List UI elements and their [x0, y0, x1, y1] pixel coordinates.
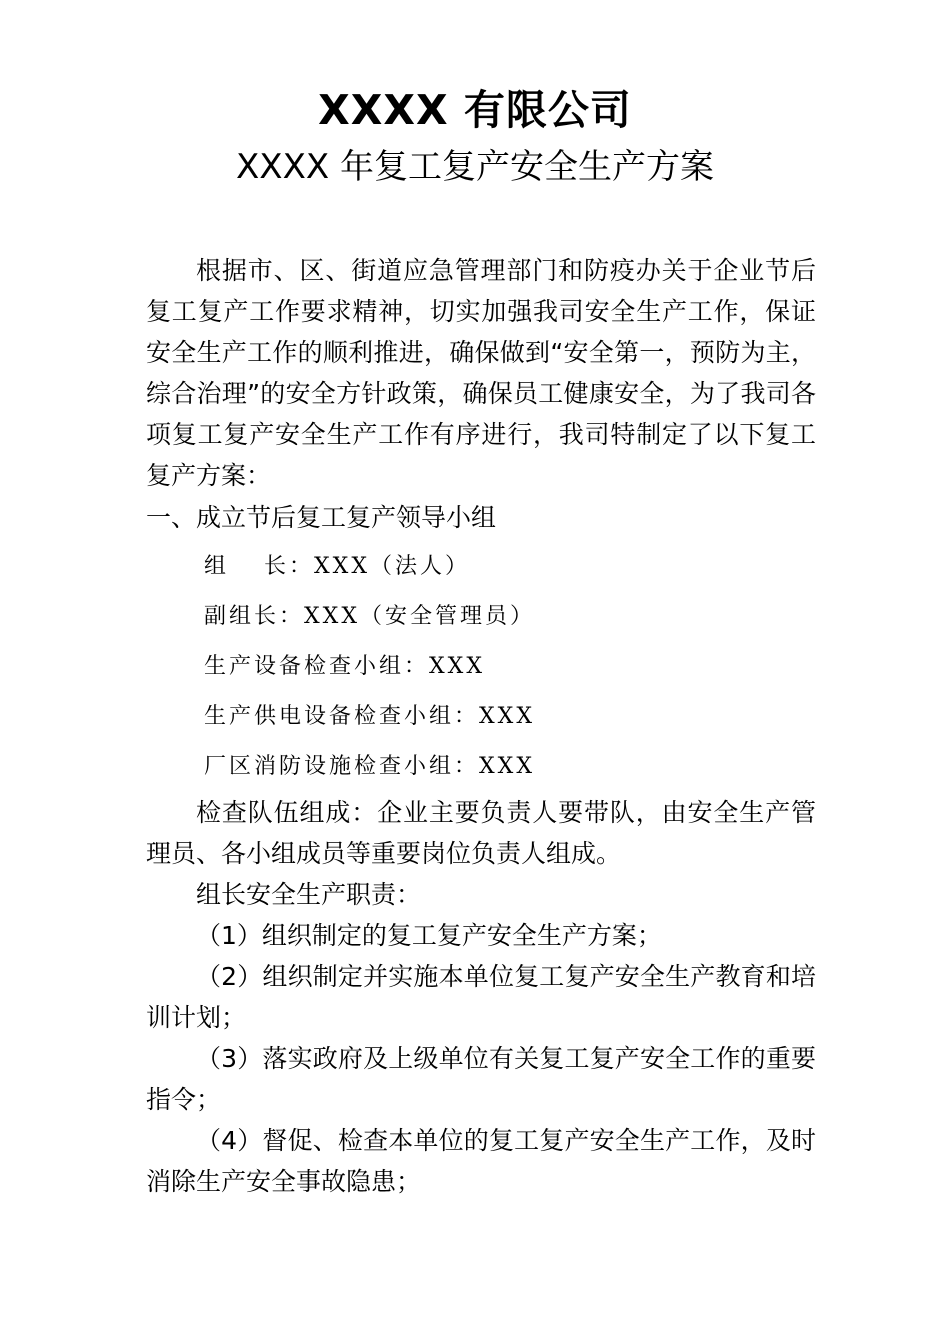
section-heading-leadership-group: 一、成立节后复工复产领导小组 [146, 503, 497, 532]
document-body [146, 250, 816, 1202]
duty-item: （1）组织制定的复工复产安全生产方案； [196, 921, 662, 950]
duties-heading: 组长安全生产职责： [196, 880, 422, 909]
company-title: XXXX 有限公司 [318, 86, 632, 134]
member-leader: 组 长：XXX（法人） [204, 554, 470, 579]
duty-item: （3）落实政府及上级单位有关复工复产安全工作的重要指令； [146, 1044, 816, 1114]
member-deputy-leader: 副组长：XXX（安全管理员） [204, 604, 535, 629]
member-power-team: 生产供电设备检查小组：XXX [204, 704, 535, 729]
member-equipment-team: 生产设备检查小组：XXX [204, 654, 485, 679]
intro-paragraph: 根据市、区、街道应急管理部门和防疫办关于企业节后复工复产工作要求精神，切实加强我司安全生产工作，保证安全生产工作的顺利推进，确保做到“安全第一，预防为主，综合治理”的安全方针政策，确保员工健康安全，为了我司各项复工复产安全生产工作有序进行，我司特制定了以下复工复产方案： [146, 256, 816, 490]
member-fire-team: 厂区消防设施检查小组：XXX [204, 754, 535, 779]
duty-item: （2）组织制定并实施本单位复工复产安全生产教育和培训计划； [146, 962, 816, 1032]
duty-item: （4）督促、检查本单位的复工复产安全生产工作，及时消除生产安全事故隐患； [146, 1126, 816, 1196]
plan-title: XXXX 年复工复产安全生产方案 [236, 147, 714, 187]
team-composition-paragraph: 检查队伍组成：企业主要负责人要带队，由安全生产管理员、各小组成员等重要岗位负责人组成。 [146, 798, 816, 868]
